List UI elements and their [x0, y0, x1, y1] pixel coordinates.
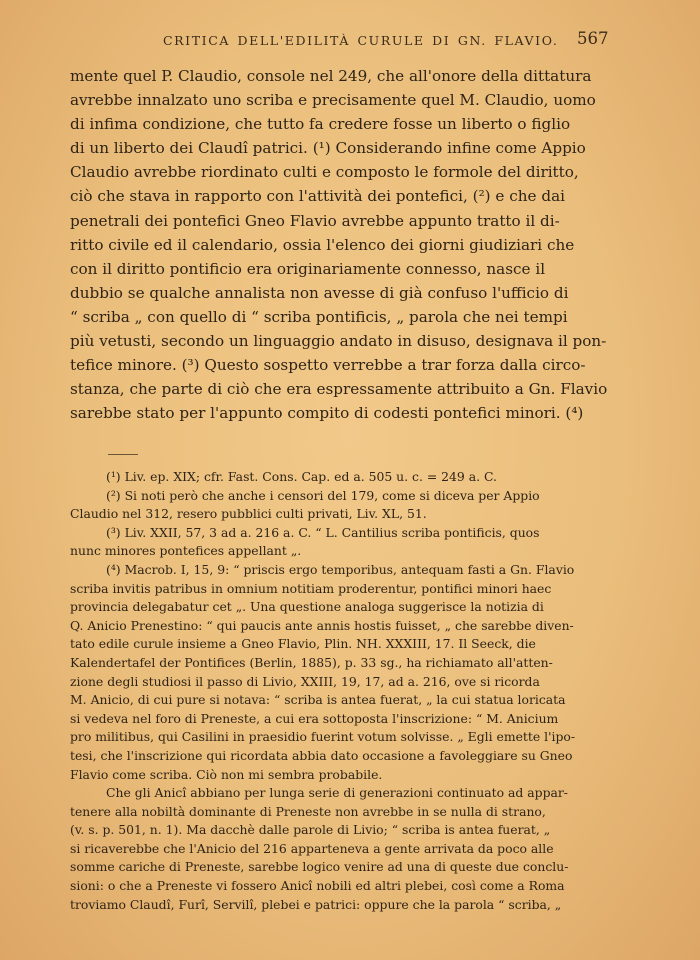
- page-number: 567: [577, 29, 609, 48]
- footnote-line: (⁴) Macrob. I, 15, 9: “ priscis ergo temporibus, antequam fasti a Gn. Flavio: [106, 561, 575, 577]
- footnote-separator: [108, 454, 138, 455]
- footnote-line: tato edile curule insieme a Gneo Flavio, Plin. NH. XXXIII, 17. Il Seeck, die: [70, 636, 536, 652]
- footnote-line: sioni: o che a Preneste vi fossero Anicî nobili ed altri plebei, così come a Roma: [70, 878, 565, 894]
- body-line: ritto civile ed il calendario, ossia l'elenco dei giorni giudiziari che: [70, 235, 575, 254]
- footnote-line: pro militibus, qui Casilini in praesidio fuerint votum solvisse. „ Egli emette l'ipo-: [70, 729, 576, 745]
- footnote-line: Che gli Anicî abbiano per lunga serie di generazioni continuato ad appar-: [106, 785, 568, 801]
- body-line: “ scriba „ con quello di “ scriba pontificis, „ parola che nei tempi: [70, 307, 568, 326]
- body-line: di infima condizione, che tutto fa credere fosse un liberto o figlio: [70, 115, 571, 134]
- footnote-line: zione degli studiosi il passo di Livio, XXIII, 19, 17, ad a. 216, ove si ricorda: [70, 673, 540, 689]
- body-line: penetrali dei pontefici Gneo Flavio avrebbe appunto tratto il di-: [70, 211, 560, 230]
- main-text: [70, 64, 608, 425]
- footnote-line: tenere alla nobiltà dominante di Preneste non avrebbe in se nulla di strano,: [70, 803, 546, 819]
- body-line: avrebbe innalzato uno scriba e precisamente quel M. Claudio, uomo: [70, 91, 596, 110]
- footnote-line: si vedeva nel foro di Preneste, a cui era sottoposta l'inscrizione: “ M. Anicium: [70, 710, 559, 726]
- footnote-line: Kalendertafel der Pontifices (Berlin, 1885), p. 33 sg., ha richiamato all'atten-: [70, 654, 553, 670]
- footnote-line: (³) Liv. XXII, 57, 3 ad a. 216 a. C. “ L. Cantilius scriba pontificis, quos: [106, 524, 540, 540]
- footnote-line: Claudio nel 312, resero pubblici culti privati, Liv. XL, 51.: [70, 506, 427, 522]
- footnote-line: (v. s. p. 501, n. 1). Ma dacchè dalle parole di Livio; “ scriba is antea fuerat, „: [70, 822, 551, 838]
- footnote-line: Q. Anicio Prenestino: “ qui paucis ante annis hostis fuisset, „ che sarebbe diven-: [70, 617, 574, 633]
- footnote-line: (¹) Liv. ep. XIX; cfr. Fast. Cons. Cap. ed a. 505 u. c. = 249 a. C.: [106, 469, 497, 484]
- body-line: di un liberto dei Claudî patrici. (¹) Considerando infine come Appio: [70, 139, 586, 158]
- footnotes: [70, 468, 608, 914]
- footnote-line: (²) Si noti però che anche i censori del 179, come si diceva per Appio: [106, 487, 540, 503]
- footnote-line: scriba invitis patribus in omnium notitiam proderentur, pontifici minori haec: [70, 580, 552, 596]
- body-line: sarebbe stato per l'appunto compito di codesti pontefici minori. (⁴): [70, 404, 584, 423]
- footnote-line: nunc minores pontefices appellant „.: [70, 543, 302, 559]
- body-line: con il diritto pontificio era originariamente connesso, nasce il: [70, 259, 546, 278]
- footnote-line: Flavio come scriba. Ciò non mi sembra probabile.: [70, 766, 383, 782]
- running-title: CRITICA DELL'EDILITÀ CURULE DI GN. FLAVIO.: [163, 33, 559, 48]
- body-line: stanza, che parte di ciò che era espressamente attribuito a Gn. Flavio: [70, 380, 608, 399]
- running-header: [0, 30, 700, 54]
- footnote-line: somme cariche di Preneste, sarebbe logico venire ad una di queste due conclu-: [70, 859, 569, 875]
- footnote-line: M. Anicio, di cui pure si notava: “ scriba is antea fuerat, „ la cui statua loricata: [70, 692, 566, 708]
- footnote-line: tesi, che l'inscrizione qui ricordata abbia dato occasione a favoleggiare su Gneo: [70, 747, 573, 763]
- body-line: ciò che stava in rapporto con l'attività dei pontefici, (²) e che dai: [70, 187, 565, 206]
- body-line: mente quel P. Claudio, console nel 249, che all'onore della dittatura: [70, 67, 592, 85]
- body-line: Claudio avrebbe riordinato culti e composto le formole del diritto,: [70, 163, 579, 182]
- footnote-line: provincia delegabatur cet „. Una questione analoga suggerisce la notizia di: [70, 599, 544, 615]
- footnote-line: troviamo Claudî, Furî, Servilî, plebei e patrici: oppure che la parola “ scriba, „: [70, 896, 562, 912]
- body-line: tefice minore. (³) Questo sospetto verrebbe a trar forza dalla circo-: [70, 356, 586, 375]
- body-line: dubbio se qualche annalista non avesse di già confuso l'ufficio di: [70, 283, 569, 302]
- footnote-line: si ricaverebbe che l'Anicio del 216 apparteneva a gente arrivata da poco alle: [70, 840, 554, 856]
- body-line: più vetusti, secondo un linguaggio andato in disuso, designava il pon-: [70, 332, 607, 351]
